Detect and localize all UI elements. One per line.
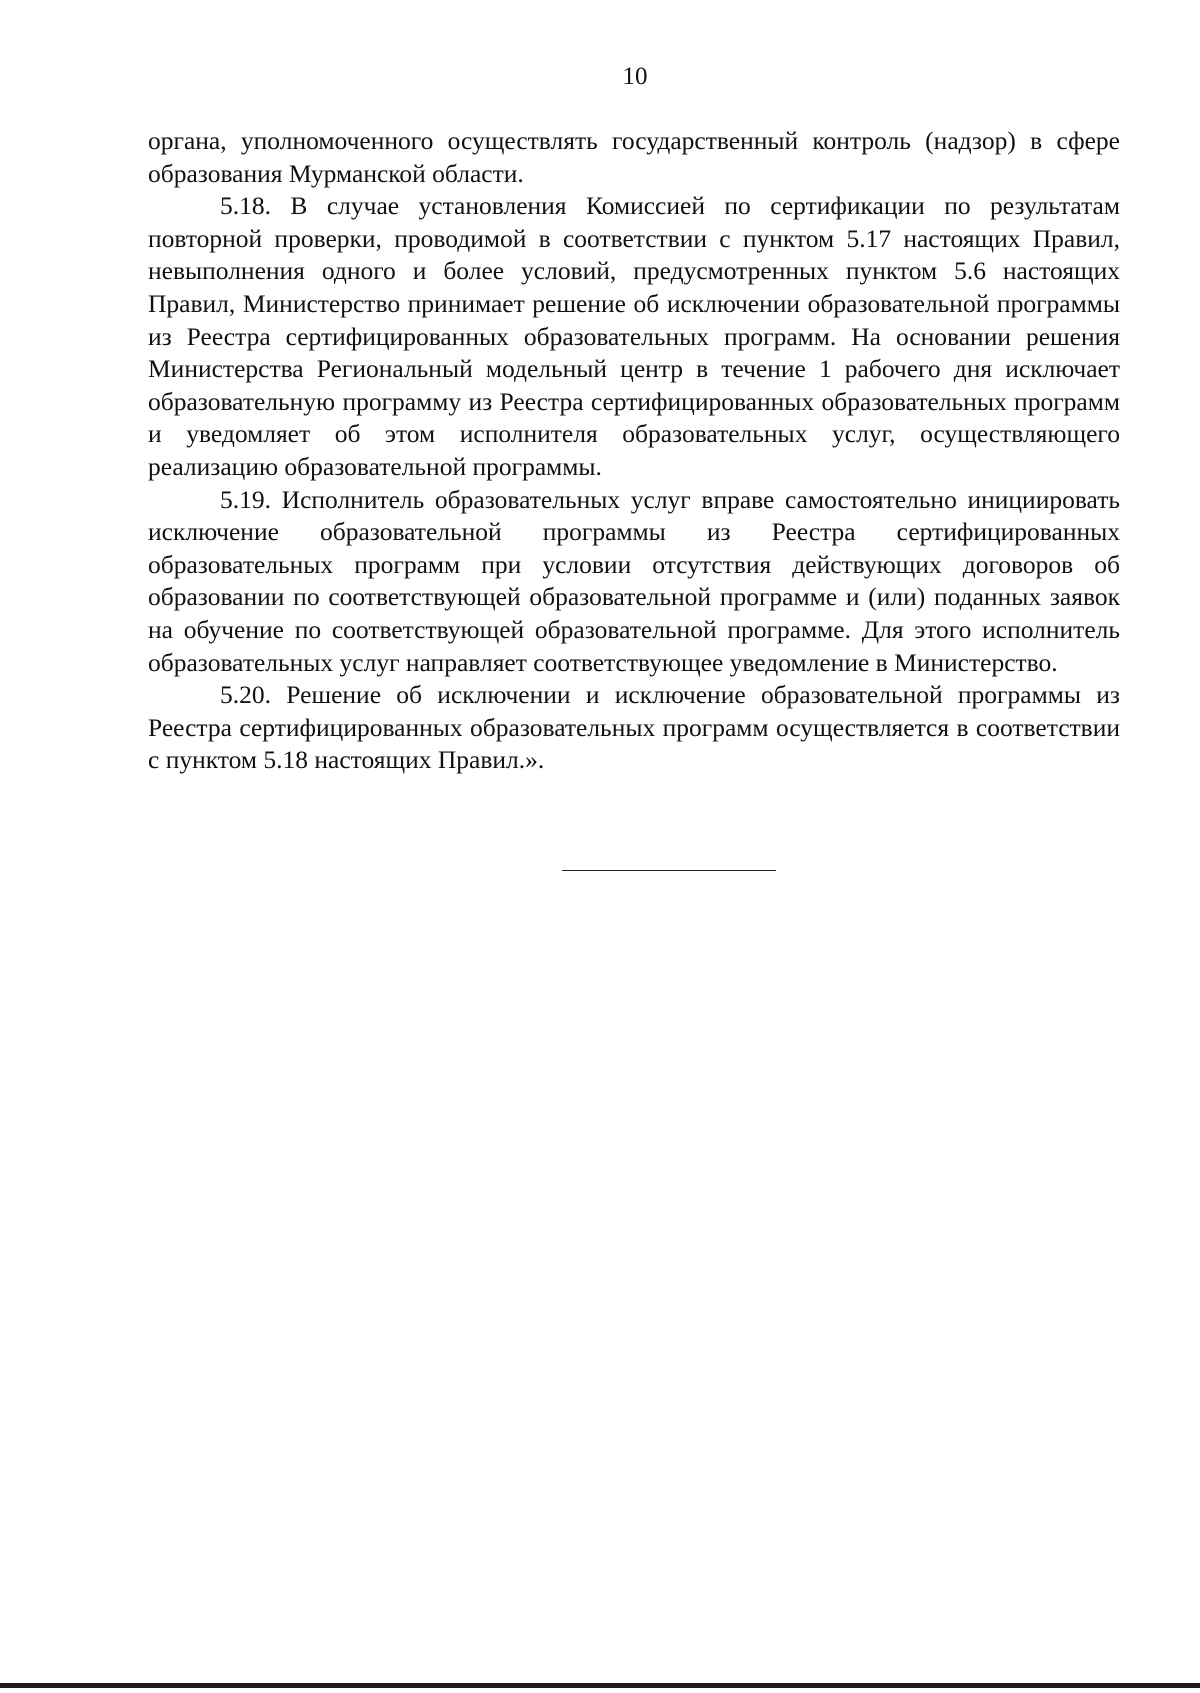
paragraph-5-19: 5.19. Исполнитель образовательных услуг вправе самостоятельно инициировать исключение образовательной программы из Реестра сертифицированных образовательных программ при условии отсутствия действующих договоров об образовании по соответствующей образовательной программе и (или) поданных заявок на обучение по соответствующей образовательной программе. Для этого исполнитель образовательных услуг направляет соответствующее уведомление в Министерство. <box>148 484 1120 677</box>
document-body <box>148 125 1120 777</box>
page-number: 10 <box>622 63 648 90</box>
paragraph-5-18: 5.18. В случае установления Комиссией по сертификации по результатам повторной проверки, проводимой в соответствии с пунктом 5.17 настоящих Правил, невыполнения одного и более условий, предусмотренных пунктом 5.6 настоящих Правил, Министерство принимает решение об исключении образовательной программы из Реестра сертифицированных образовательных программ. На основании решения Министерства Региональный модельный центр в течение 1 рабочего дня исключает образовательную программу из Реестра сертифицированных образовательных программ и уведомляет об этом исполнителя образовательных услуг, осуществляющего реализацию образовательной программы. <box>148 191 1120 481</box>
paragraph-continuation: органа, уполномоченного осуществлять государственный контроль (надзор) в сфере образования Мурманской области. <box>148 126 1120 188</box>
end-of-text-rule <box>562 870 776 871</box>
scan-bottom-edge <box>0 1683 1200 1688</box>
paragraph-5-20: 5.20. Решение об исключении и исключение образовательной программы из Реестра сертифицированных образовательных программ осуществляется в соответствии с пунктом 5.18 настоящих Правил.». <box>148 680 1120 775</box>
